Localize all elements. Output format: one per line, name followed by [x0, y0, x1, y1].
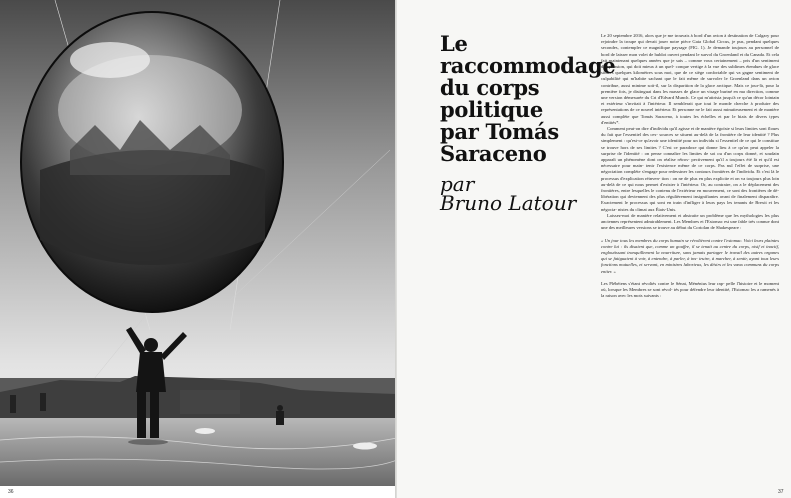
- mirrored-balloon-photo: [0, 0, 397, 486]
- body-paragraph: Les Plébéiens s'étant révoltés contre le Sénat, Ménénius leur rap- pelle l'histoire et le moment où, lorsque les Membres se sont révol- tés pour défendre leur identité, l'Estomac les a ramenés à la raison avec les mots suivants :: [601, 280, 779, 299]
- block-quote: « Un jour tous les membres du corps humain se révoltèrent contre l'estomac. Voici leurs plaintes contre lui : ils disaient que, comme un gouffre, il se tenait au centre du corps, oisif et inactif, engloutissant tranquillement la nourriture, sans jamais partager le travail des autres organes qui se fatiguaient à voir, à entendre, à parler, à ins- truire, à marcher, à sentir, ayant tous leurs fonctions mutuelles, et servant, en ministres laborieux, les désirs et les vœux communs du corps entier. »: [601, 237, 779, 274]
- byline-author: Bruno Latour: [440, 191, 577, 215]
- byline-prefix: par: [440, 172, 475, 196]
- body-paragraph: Le 20 septembre 2016, alors que je me trouvais à bord d'un avion à destination de Calgary pour rejoindre la troupe qui devait jouer notre pièce Gaia Global Circus, je pus, pendant quelques secondes, contempler ce magnifique paysage (FIG. 1). Je demande toujours au personnel de bord de laisser mon volet de hublot ouvert pendant le survol du Groenland et du Canada. Et cela fait maintenant quelques années que je sais – comme vous certainement – pris d'un sentiment d'oppression, qui doit mieux à un quel- conque vertige à la vue des sublimes étendues de glace situées quelques kilomètres sous moi, que de ce siège confortable qui va gagne sentiment de culpabilité qui m'habite sachant que le fait même de survoler le Groenland dans un avion contribue, aussi minime soit-il, sur la disparition de la glace arctique. Mais ce jour-là, pour la première fois, je distinguai dans les masses de glace un visage buriné en ma direction, comme une version démesurée du Cri d'Edvard Munch. Ce qui m'attrista jusqu'à ce qu'un décor lointain et extérieur s'invitait à l'intérieur. Il semblerait que tout le monde cherche à produire des représentations de ce nouvel intérieur. Et personne ne le fait aussi minutieusement et de manière aussi complète que Tomás Saraceno, à toutes les échelles et par le biais de divers types d'entités*.: [601, 33, 779, 125]
- article-title: Le raccommodage du corps politique par Tomás Saraceno: [440, 31, 616, 166]
- body-paragraph: Comment peut-on dire d'individu qu'il agisse et de manière égoïste si leurs limites sont floues du fait que l'essentiel des ces- sources se situent au-delà de la frontière de leur identité ? Plus simplement : qu'est-ce qu'avoir une identité pour un individu si l'essentiel de ce qui le constitue se trouve hors de ses limites ? C'est ce paradoxe qui donne lieu à ce qu'on peut appeler la surprise de l'identité : on pense connaître les limites de soi ou d'un corps donné, et soudain apparaît un phénomène dont on réalise rétros- pectivement qu'il a toujours été là et qu'il est nécessaire pour main- tenir l'existence même de ce corps. Pas nul l'effet de surprise, une négociation complète s'engage pour redessiner les contours frontières de l'individu. Et c'est là le processus d'explication réinven- tion : on ne de plus en plus explicite et on va toujours plus loin au-delà de ce qui nous permet d'exister à l'intérieur. Or, au contraire, on a le déplacement des frontières, entre lesquelles le contenu de l'extérieur en mouvement, ce sont des frontières de dé- libération qui deviennent des plus régulièrement insignifiantes avant de finalement disparaître. Exactement le processus qui sont en train d'infliger à leurs pays les tenants de Brexit et les négocia- nistes du climat aux États-Unis.: [601, 126, 779, 212]
- left-page-number: 36: [8, 489, 14, 495]
- article-body: [601, 33, 779, 299]
- right-page-number: 37: [778, 489, 784, 495]
- body-paragraph: Laissez-moi de manière relativement et abstraite un problème que les mythologies les plus anciennes représentent admirablement. Les Membres et l'Estomac est une fable très connue dont une des meilleures versions se trouve au début du Coriolan de Shakespeare :: [601, 212, 779, 231]
